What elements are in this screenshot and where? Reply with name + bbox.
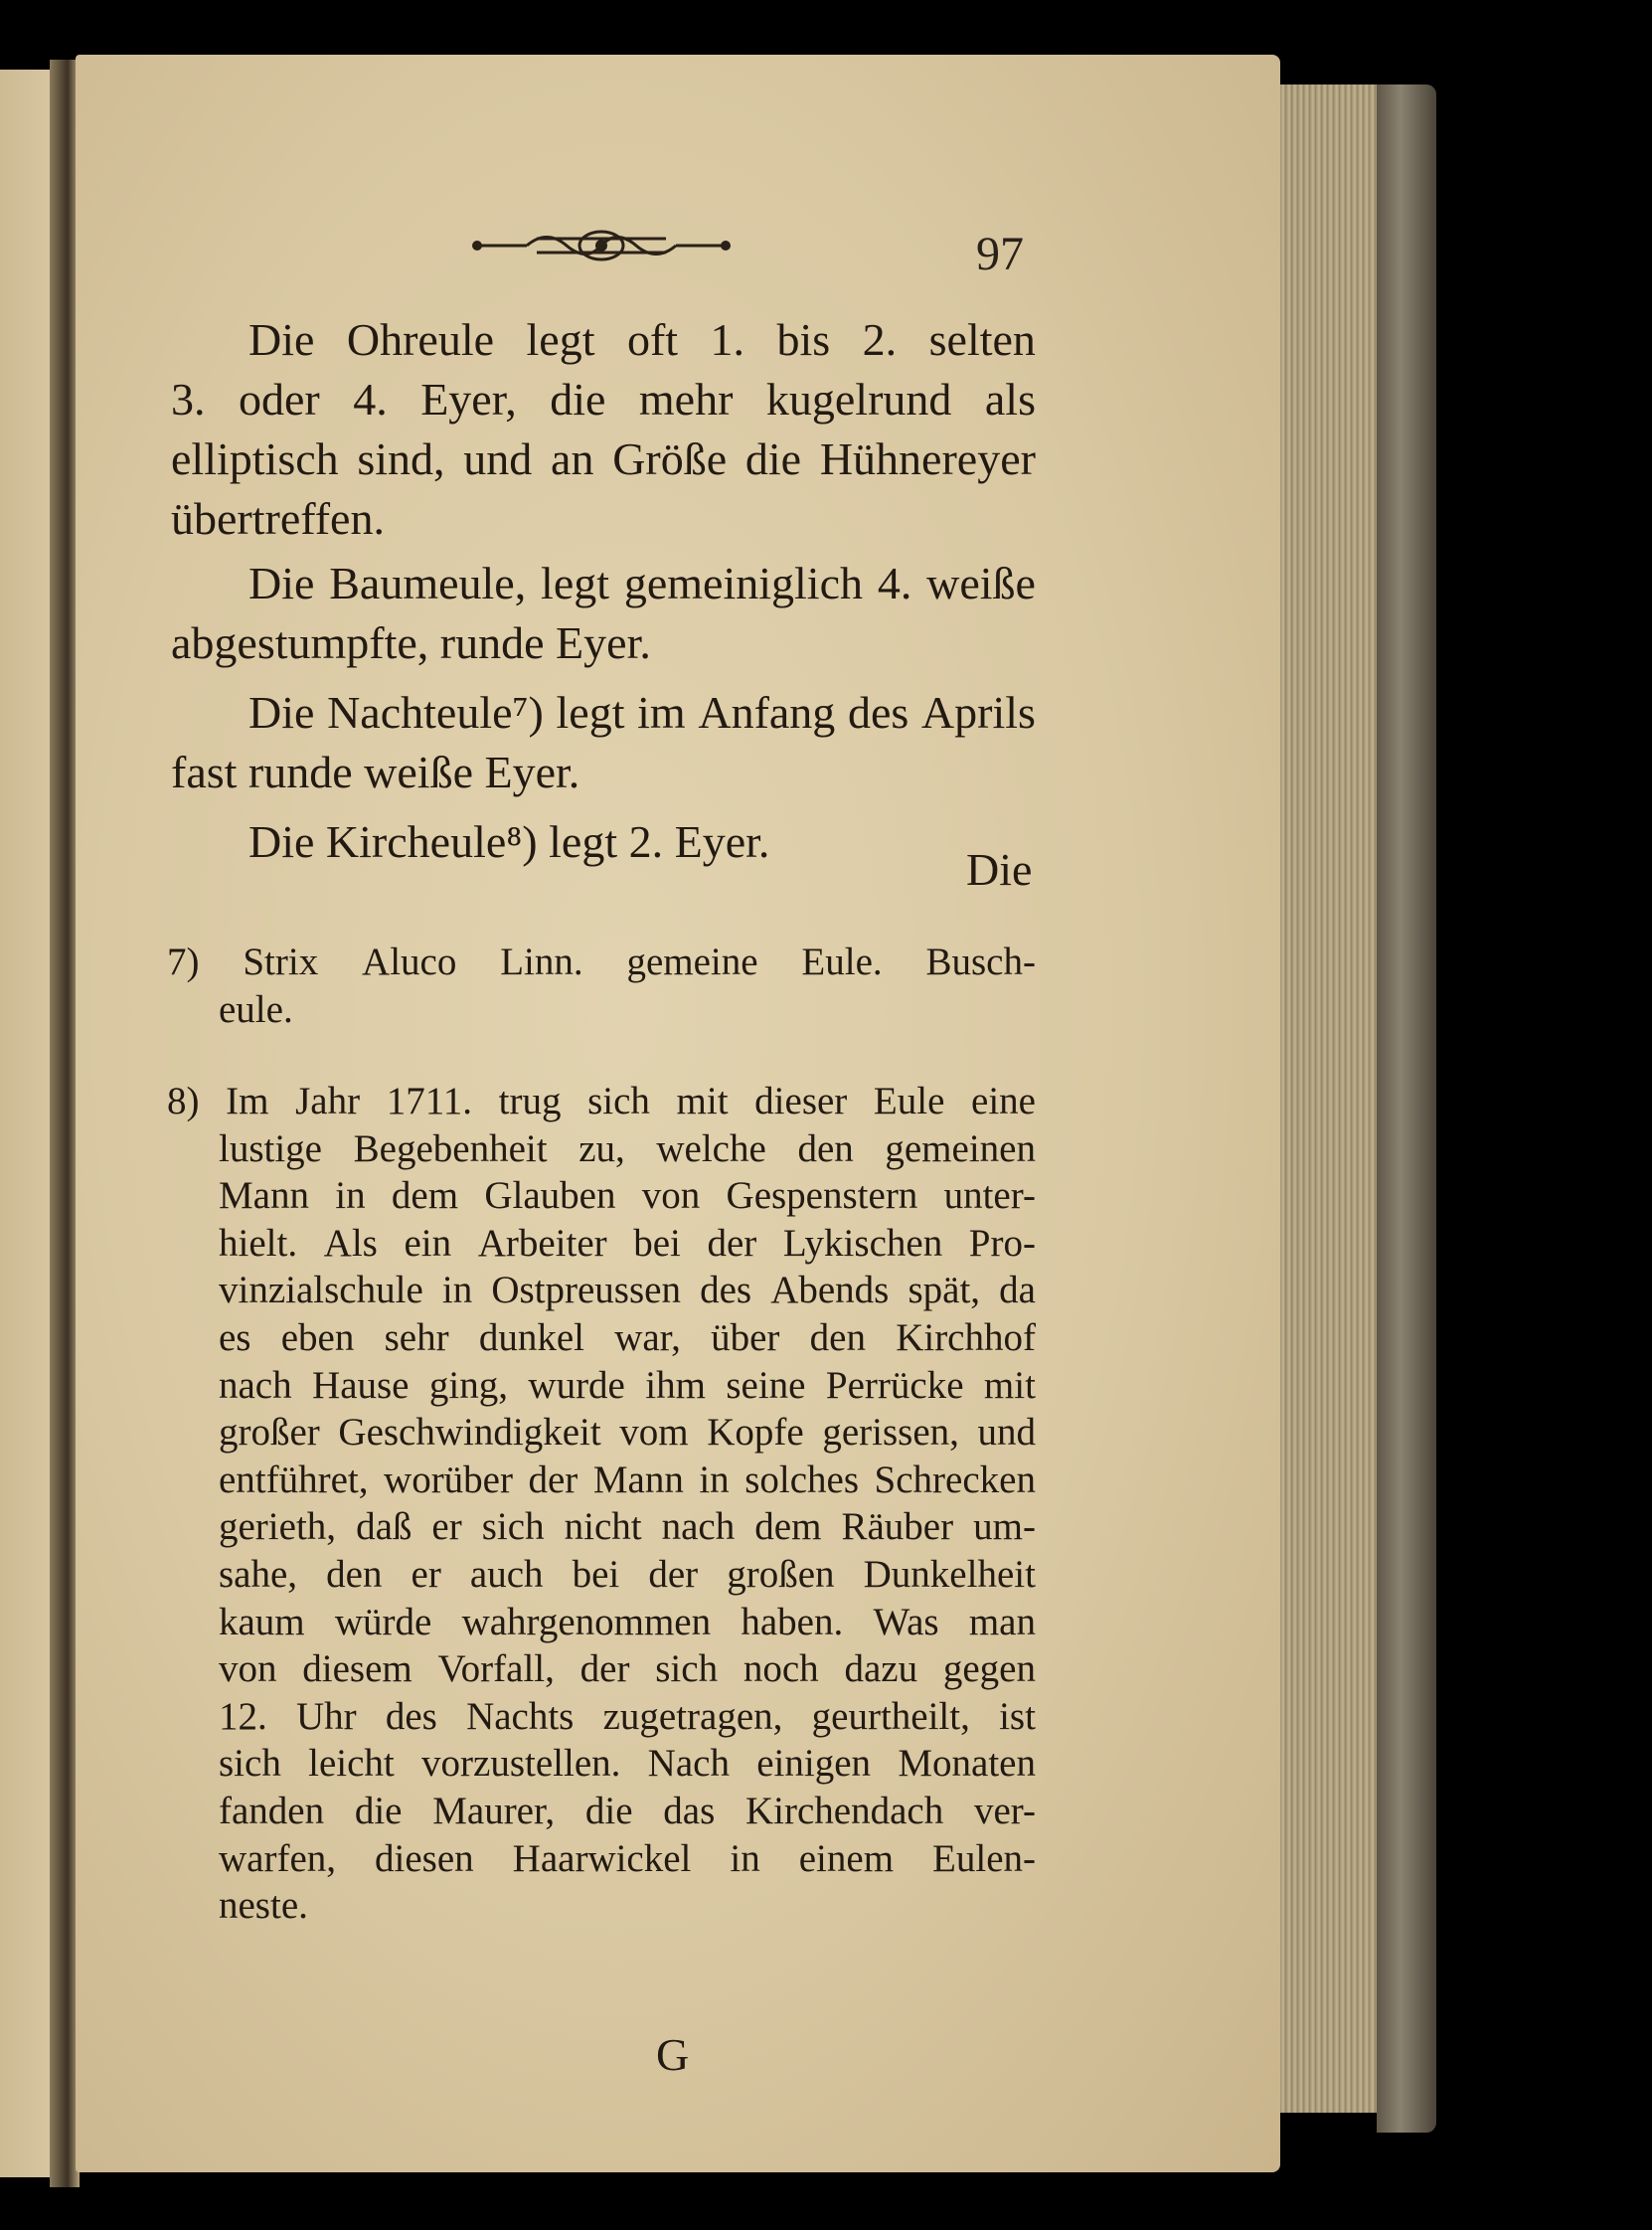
body-line: fast runde weiße Eyer. (171, 747, 580, 797)
footnote-line: 8) Im Jahr 1711. trug sich mit dieser Eule eine (167, 1080, 1036, 1122)
footnote-line: kaum würde wahrgenommen haben. Was man (219, 1601, 1036, 1643)
footnote-line: neste. (219, 1884, 308, 1927)
body-line: Die Baumeule, legt gemeiniglich 4. weiße (248, 558, 1036, 608)
footnote-line: fanden die Maurer, die das Kirchendach ver- (219, 1790, 1036, 1832)
body-line: abgestumpfte, runde Eyer. (171, 617, 651, 668)
footnote-line: warfen, diesen Haarwickel in einem Eulen- (219, 1837, 1036, 1880)
body-line: elliptisch sind, und an Größe die Hühnereyer (171, 433, 1036, 484)
footnote-line: es eben sehr dunkel war, über den Kirchhof (219, 1316, 1036, 1359)
footnote-line: eule. (219, 988, 293, 1031)
page-block-edge (1280, 85, 1390, 2113)
footnote-line: lustige Begebenheit zu, welche den gemeinen (219, 1127, 1036, 1170)
body-line: Die Ohreule legt oft 1. bis 2. selten (248, 314, 1036, 365)
body-line: 3. oder 4. Eyer, die mehr kugelrund als (171, 374, 1036, 425)
signature-mark: G (656, 2029, 690, 2080)
catchword: Die (966, 844, 1033, 895)
footnote-line: hielt. Als ein Arbeiter bei der Lykischen Pro- (219, 1222, 1036, 1265)
footnote-line: entführet, worüber der Mann in solches Schrecken (219, 1458, 1036, 1501)
footnote-line: sich leicht vorzustellen. Nach einigen Monaten (219, 1742, 1036, 1785)
footnote-line: von diesem Vorfall, der sich noch dazu gegen (219, 1647, 1036, 1690)
page-number: 97 (976, 228, 1024, 280)
footnote-line: 12. Uhr des Nachts zugetragen, geurtheilt, ist (219, 1695, 1036, 1738)
decorative-headpiece-icon (467, 221, 736, 270)
footnote-line: 7) Strix Aluco Linn. gemeine Eule. Busch- (167, 941, 1036, 983)
footnote-line: gerieth, daß er sich nicht nach dem Räuber um- (219, 1505, 1036, 1548)
body-line: übertreffen. (171, 493, 385, 544)
footnote-line: großer Geschwindigkeit vom Kopfe gerissen, und (219, 1411, 1036, 1454)
footnote-line: Mann in dem Glauben von Gespenstern unter- (219, 1174, 1036, 1217)
footnote-line: sahe, den er auch bei der großen Dunkelheit (219, 1553, 1036, 1596)
footnote-line: vinzialschule in Ostpreussen des Abends spät, da (219, 1269, 1036, 1311)
footnote-line: nach Hause ging, wurde ihm seine Perrücke mit (219, 1364, 1036, 1407)
body-line: Die Kircheule⁸) legt 2. Eyer. (248, 816, 770, 867)
book-cover-edge (1377, 85, 1436, 2133)
body-line: Die Nachteule⁷) legt im Anfang des Aprils (248, 687, 1036, 738)
